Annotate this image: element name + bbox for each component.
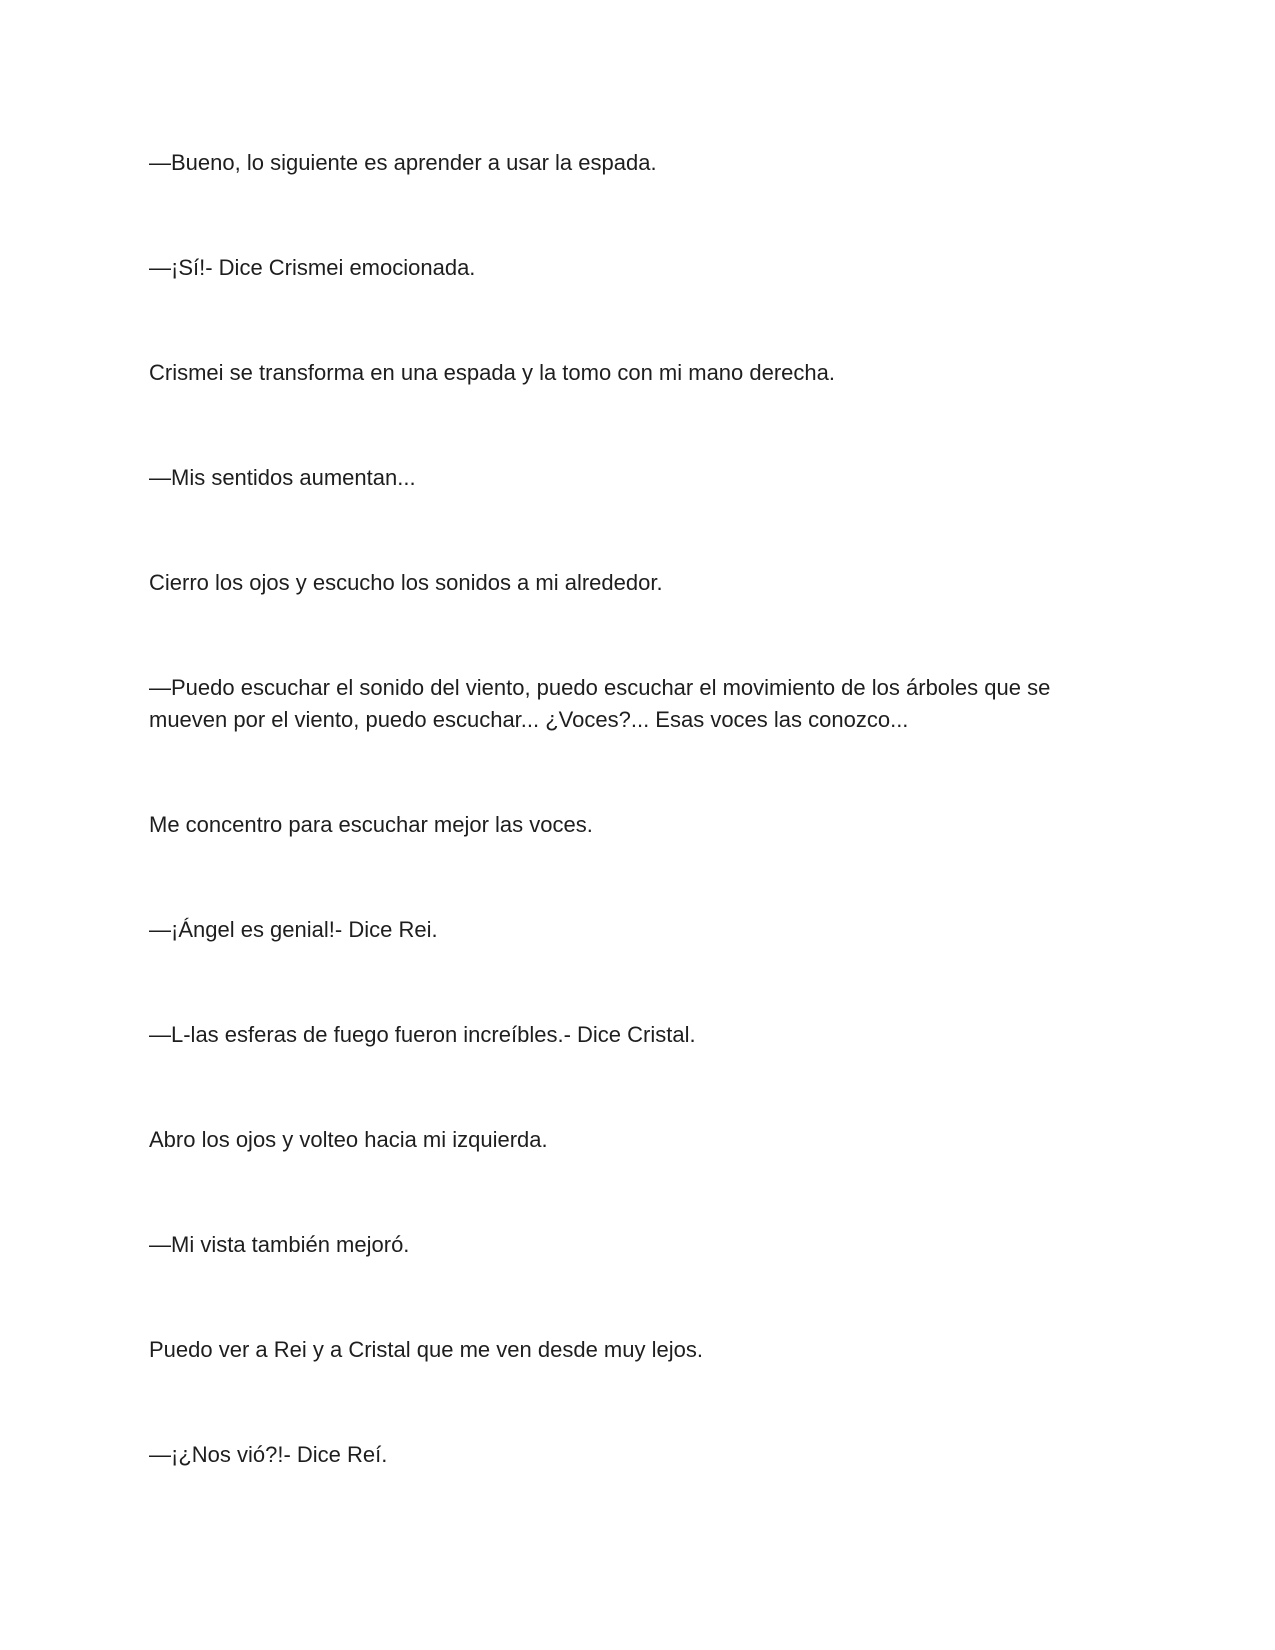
paragraph-2: —¡Sí!- Dice Crismei emocionada. [149, 255, 476, 280]
paragraph-4: —Mis sentidos aumentan... [149, 465, 416, 490]
paragraph-6: —Puedo escuchar el sonido del viento, puedo escuchar el movimiento de los árboles que se mueven por el viento, puedo escuchar... ¿Voces?... Esas voces las conozco... [149, 675, 1051, 732]
paragraph-5: Cierro los ojos y escucho los sonidos a mi alrededor. [149, 570, 663, 595]
paragraph-9: —L-las esferas de fuego fueron increíbles.- Dice Cristal. [149, 1022, 696, 1047]
paragraph-13: —¡¿Nos vió?!- Dice Reí. [149, 1442, 388, 1467]
paragraph-8: —¡Ángel es genial!- Dice Rei. [149, 917, 438, 942]
paragraph-10: Abro los ojos y volteo hacia mi izquierda. [149, 1127, 548, 1152]
paragraph-11: —Mi vista también mejoró. [149, 1232, 410, 1257]
paragraph-12: Puedo ver a Rei y a Cristal que me ven desde muy lejos. [149, 1337, 703, 1362]
paragraph-1: —Bueno, lo siguiente es aprender a usar la espada. [149, 150, 657, 175]
paragraph-7: Me concentro para escuchar mejor las voces. [149, 812, 593, 837]
paragraph-3: Crismei se transforma en una espada y la tomo con mi mano derecha. [149, 360, 835, 385]
